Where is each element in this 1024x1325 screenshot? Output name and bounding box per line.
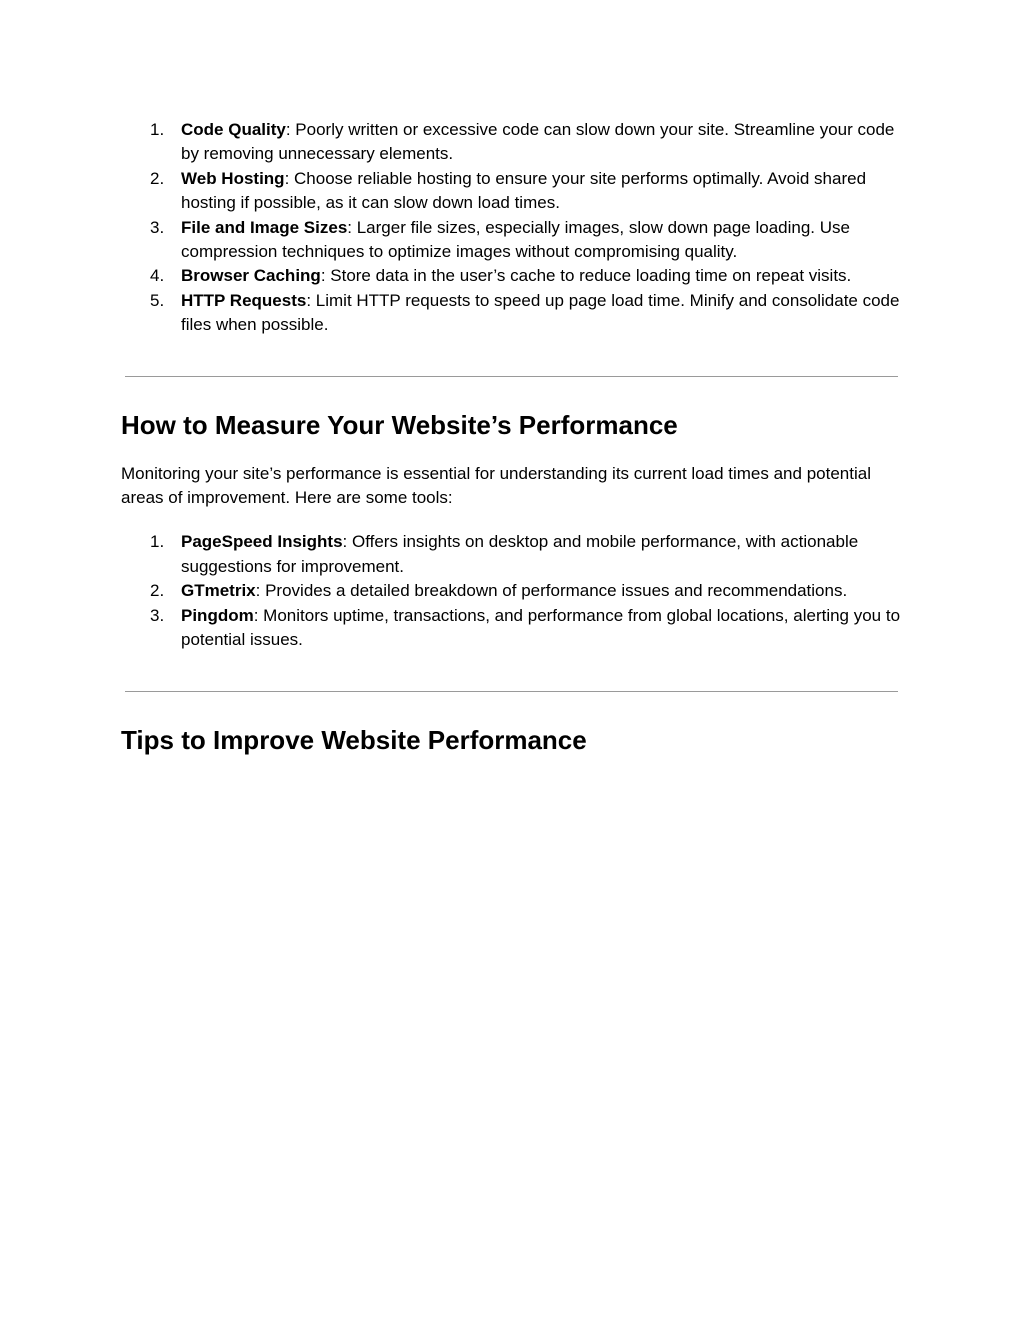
list-item	[121, 216, 911, 265]
list-item-term: Browser Caching	[181, 266, 321, 286]
list-item	[121, 289, 911, 338]
list-item	[121, 604, 911, 653]
list-number: 3.	[150, 217, 165, 237]
list-number: 1.	[150, 532, 165, 552]
list-number: 2.	[150, 581, 165, 601]
list-item-description: : Limit HTTP requests to speed up page load time. Minify and consolidate code files when possible.	[181, 290, 900, 335]
list-item-description: : Larger file sizes, especially images, slow down page loading. Use compression techniques to optimize images without compromising quality.	[181, 217, 850, 262]
list-number: 3.	[150, 605, 165, 625]
list-item	[121, 118, 911, 167]
list-number: 4.	[150, 266, 165, 286]
section-divider	[125, 376, 898, 377]
list-number: 5.	[150, 290, 165, 310]
tips-heading: Tips to Improve Website Performance	[121, 724, 587, 755]
measurement-tools-list	[121, 530, 911, 652]
section-divider	[125, 691, 898, 692]
list-item-term: GTmetrix	[181, 581, 256, 601]
list-item-term: PageSpeed Insights	[181, 532, 343, 552]
list-item	[121, 167, 911, 216]
list-item-term: HTTP Requests	[181, 290, 307, 310]
list-item	[121, 579, 911, 603]
list-item-term: Web Hosting	[181, 168, 285, 188]
list-item	[121, 530, 911, 579]
measure-heading: How to Measure Your Website’s Performance	[121, 409, 678, 440]
measure-intro-paragraph: Monitoring your site’s performance is essential for understanding its current load times and potential areas of improvement. Here are some tools:	[121, 463, 871, 508]
list-item-term: Code Quality	[181, 120, 286, 139]
list-item-description: : Provides a detailed breakdown of performance issues and recommendations.	[255, 581, 848, 601]
performance-factors-list	[121, 118, 911, 338]
list-item-term: File and Image Sizes	[181, 217, 348, 237]
list-item-term: Pingdom	[181, 605, 254, 625]
list-item-description: : Monitors uptime, transactions, and performance from global locations, alerting you to potential issues.	[181, 605, 901, 650]
document-page	[121, 118, 911, 756]
list-number: 2.	[150, 168, 165, 188]
list-item	[121, 264, 911, 288]
list-number: 1.	[150, 120, 165, 139]
list-item-description: : Choose reliable hosting to ensure your site performs optimally. Avoid shared hosting if possible, as it can slow down load times.	[181, 168, 867, 213]
list-item-description: : Offers insights on desktop and mobile performance, with actionable suggestions for improvement.	[181, 532, 859, 576]
list-item-description: : Poorly written or excessive code can slow down your site. Streamline your code by removing unnecessary elements.	[181, 120, 895, 164]
list-item-description: : Store data in the user’s cache to reduce loading time on repeat visits.	[320, 266, 852, 286]
